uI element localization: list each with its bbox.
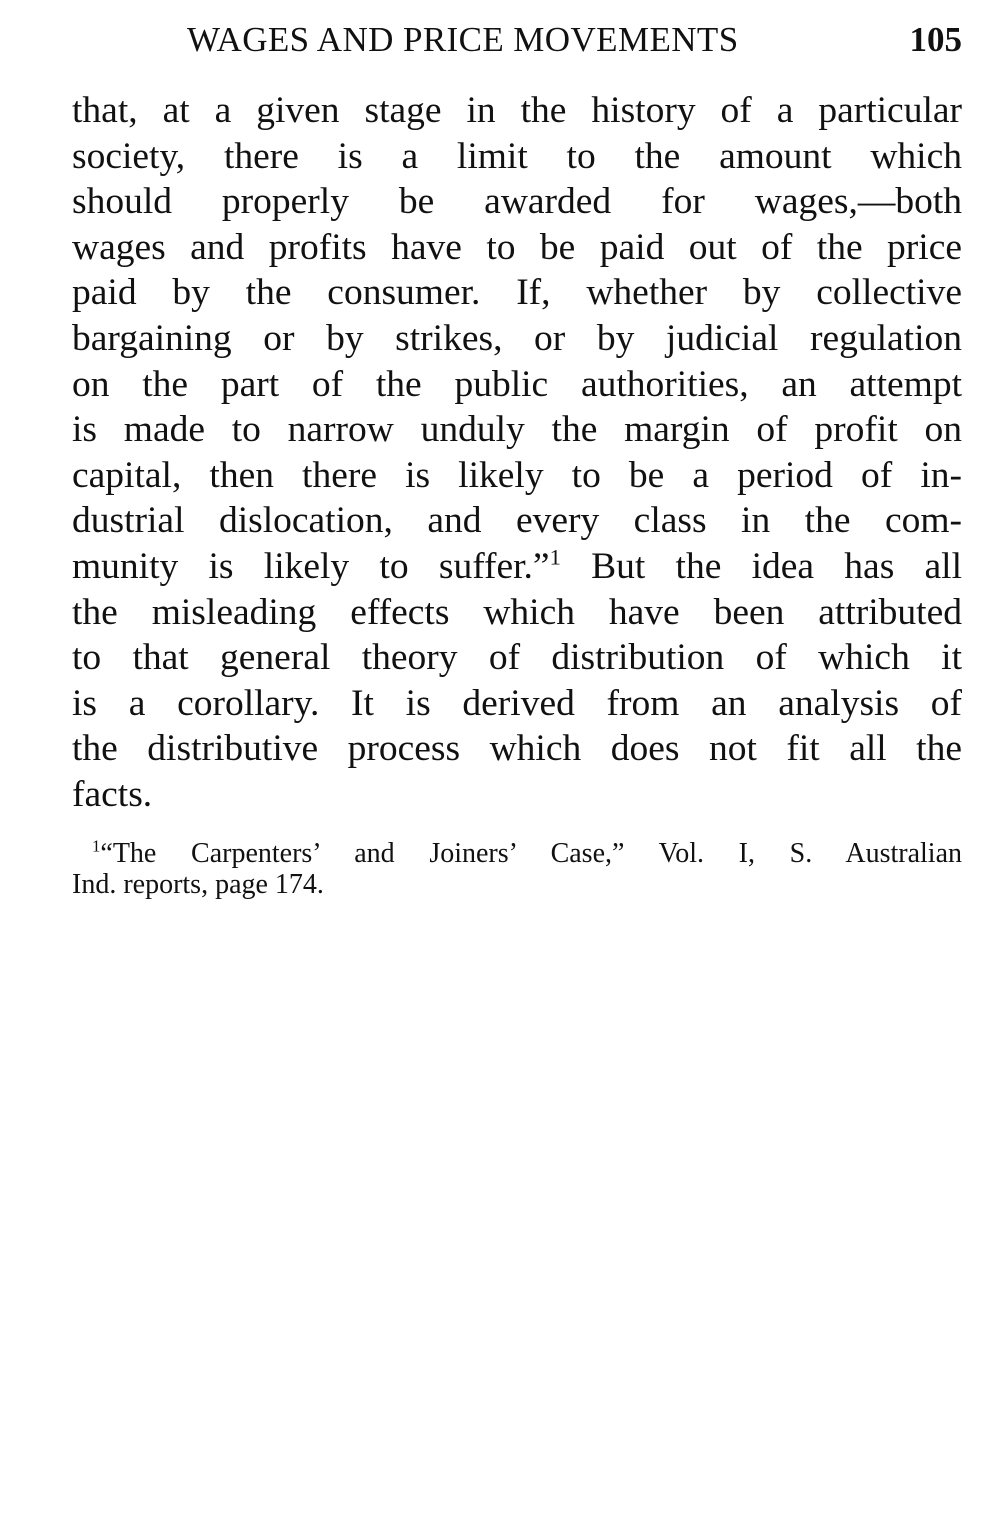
text-line: to that general theory of distribution of which it bbox=[72, 637, 962, 679]
text-line: on the part of the public authorities, an attempt bbox=[72, 363, 962, 405]
footnote-line: Ind. reports, page 174. bbox=[72, 869, 324, 900]
text-line: dustrial dislocation, and every class in the com- bbox=[72, 500, 962, 542]
footnote-line bbox=[72, 838, 962, 869]
text-line: facts. bbox=[72, 773, 153, 815]
page-number: 105 bbox=[909, 20, 962, 59]
text-line: capital, then there is likely to be a period of in- bbox=[72, 454, 962, 496]
running-title: WAGES AND PRICE MOVEMENTS bbox=[187, 20, 739, 59]
text-line: paid by the consumer. If, whether by collective bbox=[72, 272, 962, 314]
text-line: the distributive process which does not fit all the bbox=[72, 728, 962, 770]
text-line bbox=[72, 544, 962, 590]
text-line: is made to narrow unduly the margin of profit on bbox=[72, 409, 962, 451]
footnote-text: “The Carpenters’ and Joiners’ Case,” Vol. I, S. Australian bbox=[100, 838, 962, 869]
running-head bbox=[72, 20, 962, 60]
text-line: bargaining or by strikes, or by judicial regulation bbox=[72, 317, 962, 359]
text-line: that, at a given stage in the history of a particular bbox=[72, 90, 962, 131]
text-line: should properly be awarded for wages,—both bbox=[72, 181, 962, 223]
text-line: wages and profits have to be paid out of the price bbox=[72, 226, 962, 268]
footnote-reference[interactable]: 1 bbox=[549, 544, 561, 570]
text-line-start: munity is likely to suffer.” bbox=[72, 545, 550, 587]
text-line-end: But the idea has all bbox=[591, 545, 963, 587]
text-line: society, there is a limit to the amount which bbox=[72, 135, 962, 177]
text-line: the misleading effects which have been attributed bbox=[72, 591, 962, 633]
footnote bbox=[72, 838, 962, 900]
body-paragraph bbox=[72, 88, 962, 818]
footnote-marker: 1 bbox=[92, 836, 101, 856]
text-line: is a corollary. It is derived from an analysis of bbox=[72, 682, 962, 724]
